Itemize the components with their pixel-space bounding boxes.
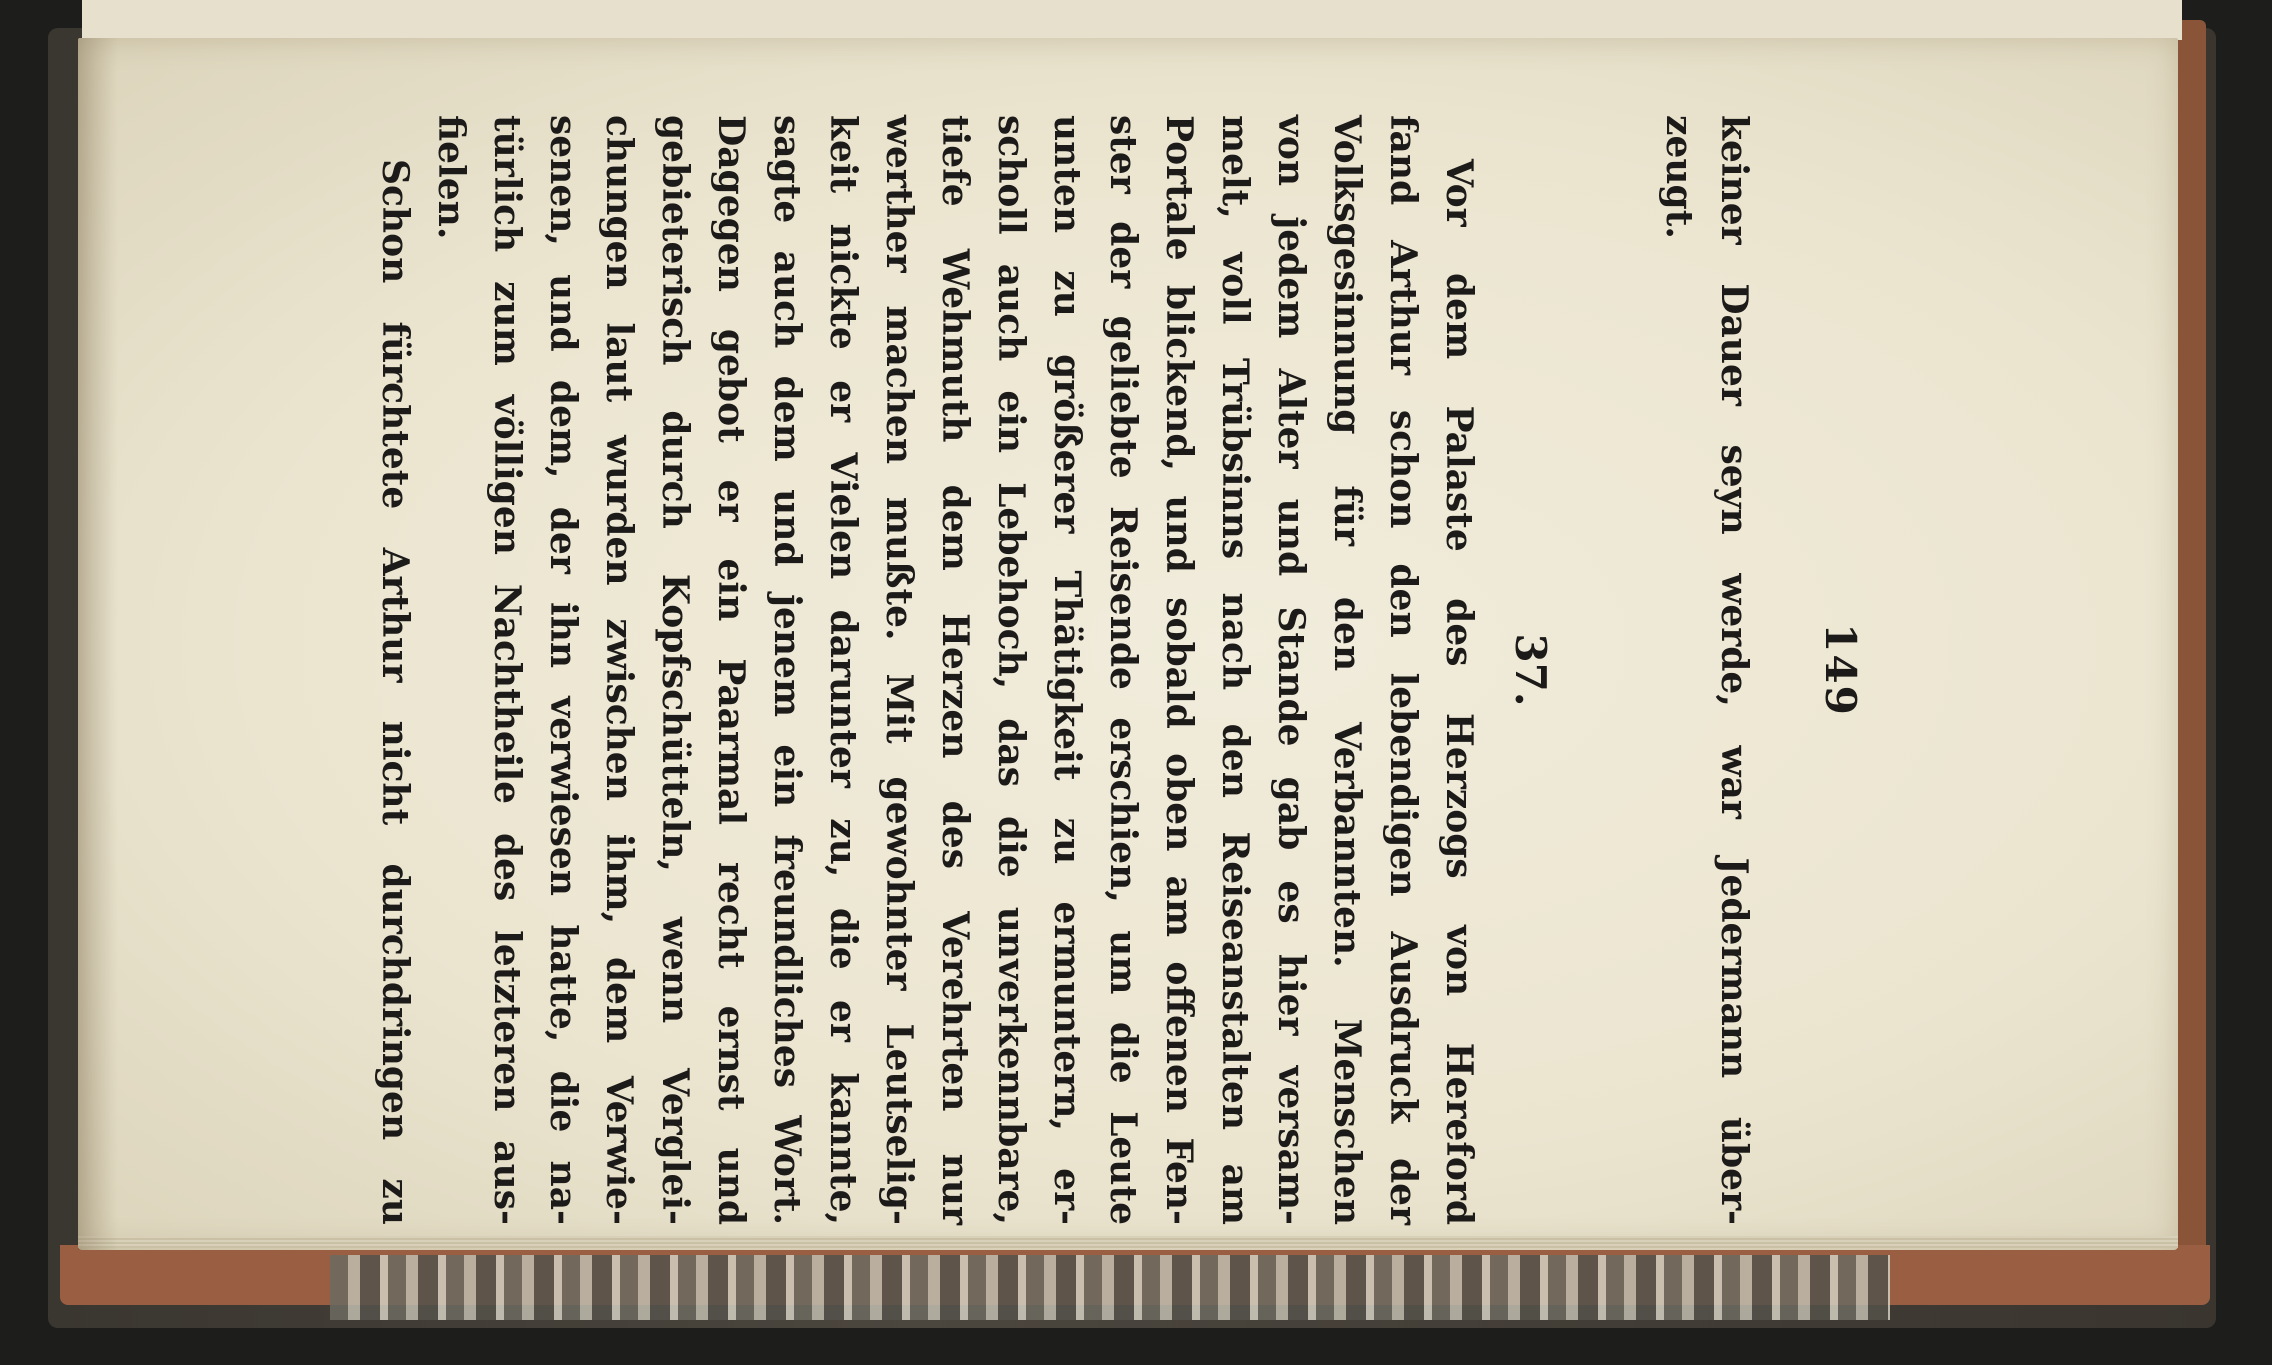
text-line: Volksgesinnung für den Verbannten. Menschen bbox=[1326, 115, 1368, 1225]
text-line: Schon fürchtete Arthur nicht durchdringen zu bbox=[374, 159, 416, 1225]
page-text-block bbox=[374, 115, 1865, 1225]
text-line: von jedem Alter und Stande gab es hier versam- bbox=[1270, 115, 1312, 1225]
text-line: melt, voll Trübsinns nach den Reiseanstalten am bbox=[1214, 115, 1256, 1225]
chapter-number: 37. bbox=[1506, 633, 1555, 707]
text-line: unten zu größerer Thätigkeit zu ermuntern, er- bbox=[1046, 115, 1088, 1225]
text-line: gebieterisch durch Kopfschütteln, wenn Verglei- bbox=[654, 115, 696, 1225]
text-line: ster der geliebte Reisende erschien, um die Leute bbox=[1102, 115, 1144, 1225]
text-line: sagte auch dem und jenem ein freundliches Wort. bbox=[766, 115, 808, 1225]
text-line: senen, und dem, der ihn verwiesen hatte, die na- bbox=[542, 115, 584, 1225]
text-line: tiefe Wehmuth dem Herzen des Verehrten nur bbox=[934, 115, 976, 1225]
text-line: fand Arthur schon den lebendigen Ausdruck der bbox=[1382, 115, 1424, 1225]
text-line: keiner Dauer seyn werde, war Jedermann über- bbox=[1713, 115, 1755, 1225]
text-line: Dagegen gebot er ein Paarmal recht ernst und bbox=[710, 115, 752, 1225]
text-line: scholl auch ein Lebehoch, das die unverkennbare, bbox=[990, 115, 1032, 1225]
text-line: türlich zum völligen Nachtheile des letzteren aus- bbox=[486, 115, 528, 1225]
text-line: Portale blickend, und sobald oben am offenen Fen- bbox=[1158, 115, 1200, 1225]
text-line: Vor dem Palaste des Herzogs von Hereford bbox=[1438, 159, 1480, 1225]
page-gutter-shadow bbox=[78, 38, 118, 1250]
previous-page-edge bbox=[82, 0, 2182, 40]
page-number: 149 bbox=[1816, 623, 1865, 717]
text-line: werther machen mußte. Mit gewohnter Leutselig- bbox=[878, 115, 920, 1225]
text-line: fielen. bbox=[430, 115, 472, 240]
text-line: chungen laut wurden zwischen ihm, dem Verwie- bbox=[598, 115, 640, 1225]
text-line: keit nickte er Vielen darunter zu, die er kannte, bbox=[822, 115, 864, 1225]
page-stack-edge bbox=[78, 1236, 2178, 1248]
worn-spine-strip bbox=[330, 1255, 1890, 1320]
text-line: zeugt. bbox=[1658, 115, 1700, 239]
